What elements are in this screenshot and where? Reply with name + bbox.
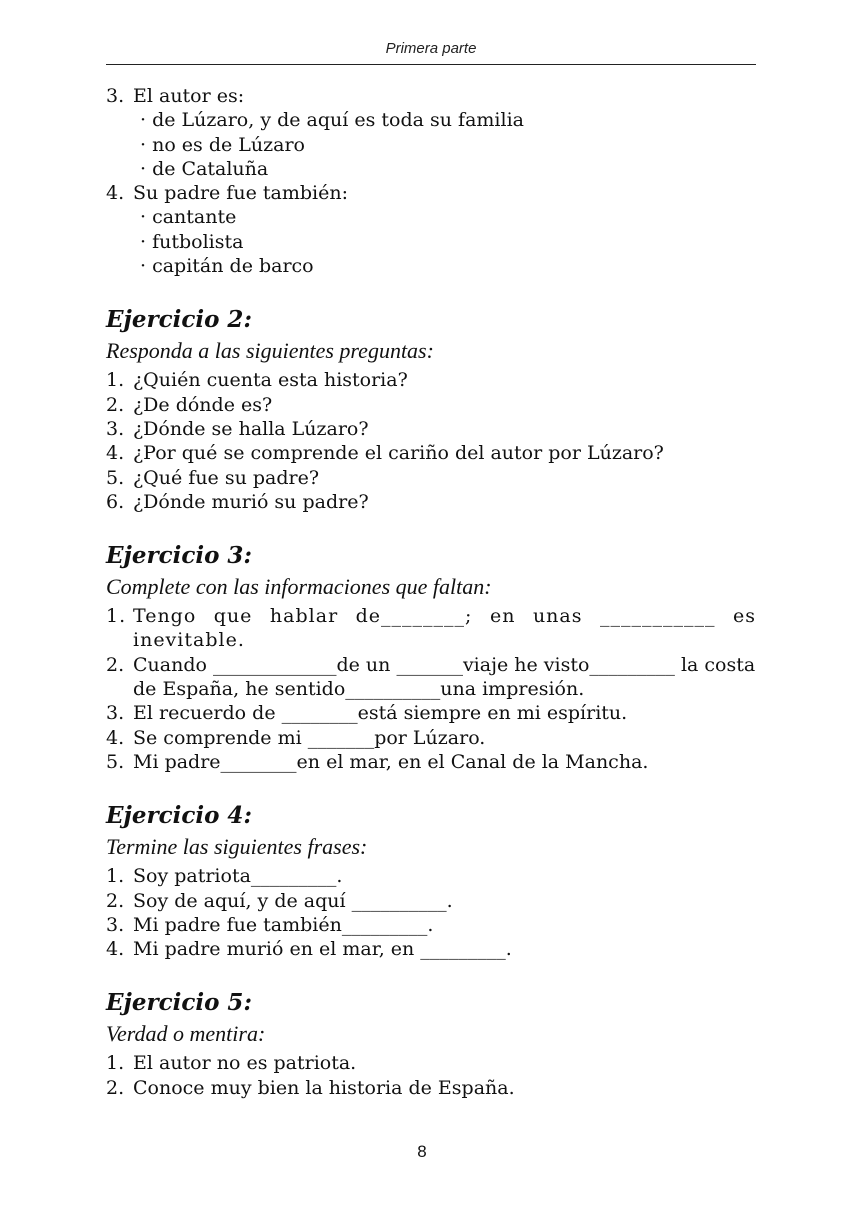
item-number: 1.	[106, 605, 127, 628]
question-text: El autor es:	[133, 85, 245, 107]
option: · de Lúzaro, y de aquí es toda su familia	[140, 109, 524, 132]
item-number: 4.	[106, 938, 125, 961]
item-text: ¿Por qué se comprende el cariño del autor por Lúzaro?	[133, 442, 664, 465]
list-item	[106, 937, 756, 961]
header-rule	[106, 64, 756, 65]
list-item	[106, 441, 756, 465]
item-number: 1.	[106, 369, 125, 392]
item-text: Se comprende mi _______por Lúzaro.	[133, 726, 486, 749]
exercise-3	[106, 541, 756, 774]
list-item	[106, 490, 756, 514]
item-number: 4.	[106, 726, 125, 749]
item-number: 2.	[106, 1076, 125, 1099]
item-text: Mi padre murió en el mar, en _________.	[133, 938, 512, 961]
list-item	[106, 913, 756, 937]
exercise-title: Ejercicio 3:	[106, 542, 252, 570]
list-item	[106, 368, 756, 392]
list-item	[106, 750, 756, 774]
exercise-title: Ejercicio 5:	[106, 989, 252, 1017]
exercise-instruction: Verdad o mentira:	[106, 1021, 266, 1047]
item-number: 2.	[106, 889, 125, 912]
list-item	[106, 701, 756, 725]
option: · de Cataluña	[140, 157, 269, 180]
item-number: 3.	[106, 85, 125, 107]
list-item	[106, 393, 756, 417]
item-text: El autor no es patriota.	[133, 1052, 357, 1075]
list-item	[106, 1076, 756, 1100]
item-text: Mi padre fue también_________.	[133, 913, 434, 936]
list-item	[106, 604, 756, 653]
item-number: 1.	[106, 865, 125, 888]
exercise-5	[106, 988, 756, 1100]
item-text: El recuerdo de ________está siempre en mi espíritu.	[133, 702, 628, 725]
item-number: 4.	[106, 182, 125, 205]
exercise-instruction: Responda a las siguientes preguntas:	[106, 338, 434, 364]
item-number: 1.	[106, 1052, 125, 1075]
item-text: Soy de aquí, y de aquí __________.	[133, 889, 453, 912]
item-text: ¿De dónde es?	[133, 393, 273, 416]
exercise-2	[106, 305, 756, 514]
list-item	[106, 864, 756, 888]
item-number: 5.	[106, 466, 125, 489]
option: · cantante	[140, 206, 237, 229]
item-text: Soy patriota_________.	[133, 865, 343, 888]
item-text: Conoce muy bien la historia de España.	[133, 1076, 515, 1099]
page-number: 8	[417, 1142, 427, 1161]
exercise-title: Ejercicio 4:	[106, 802, 252, 830]
item-number: 6.	[106, 490, 125, 513]
option: · no es de Lúzaro	[140, 133, 305, 156]
page-content	[106, 84, 756, 1100]
item-text: Cuando _____________de un _______viaje he visto_________ la costa de España, he sentido__________una impresión.	[133, 653, 756, 701]
question-text: Su padre fue también:	[133, 182, 348, 205]
item-text: ¿Dónde murió su padre?	[133, 490, 369, 513]
question-3	[106, 84, 756, 181]
item-number: 4.	[106, 442, 125, 465]
exercise-instruction: Termine las siguientes frases:	[106, 834, 368, 860]
item-number: 3.	[106, 702, 125, 725]
item-text: ¿Dónde se halla Lúzaro?	[133, 417, 369, 440]
item-number: 3.	[106, 417, 125, 440]
item-number: 5.	[106, 750, 125, 773]
item-text: Tengo que hablar de________; en unas ___________ es inevitable.	[133, 605, 756, 652]
item-text: ¿Quién cuenta esta historia?	[133, 369, 408, 392]
list-item	[106, 417, 756, 441]
option: · capitán de barco	[140, 255, 314, 278]
list-item	[106, 466, 756, 490]
item-number: 2.	[106, 393, 125, 416]
list-item	[106, 653, 756, 702]
question-4	[106, 181, 756, 278]
list-item	[106, 889, 756, 913]
option: · futbolista	[140, 230, 244, 253]
exercise-4	[106, 801, 756, 961]
exercise-title: Ejercicio 2:	[106, 306, 252, 334]
item-number: 2.	[106, 653, 125, 676]
item-text: Mi padre________en el mar, en el Canal de la Mancha.	[133, 750, 649, 773]
item-number: 3.	[106, 913, 125, 936]
running-header: Primera parte	[385, 40, 477, 57]
list-item	[106, 1051, 756, 1075]
list-item	[106, 726, 756, 750]
item-text: ¿Qué fue su padre?	[133, 466, 320, 489]
exercise-instruction: Complete con las informaciones que faltan:	[106, 574, 492, 600]
